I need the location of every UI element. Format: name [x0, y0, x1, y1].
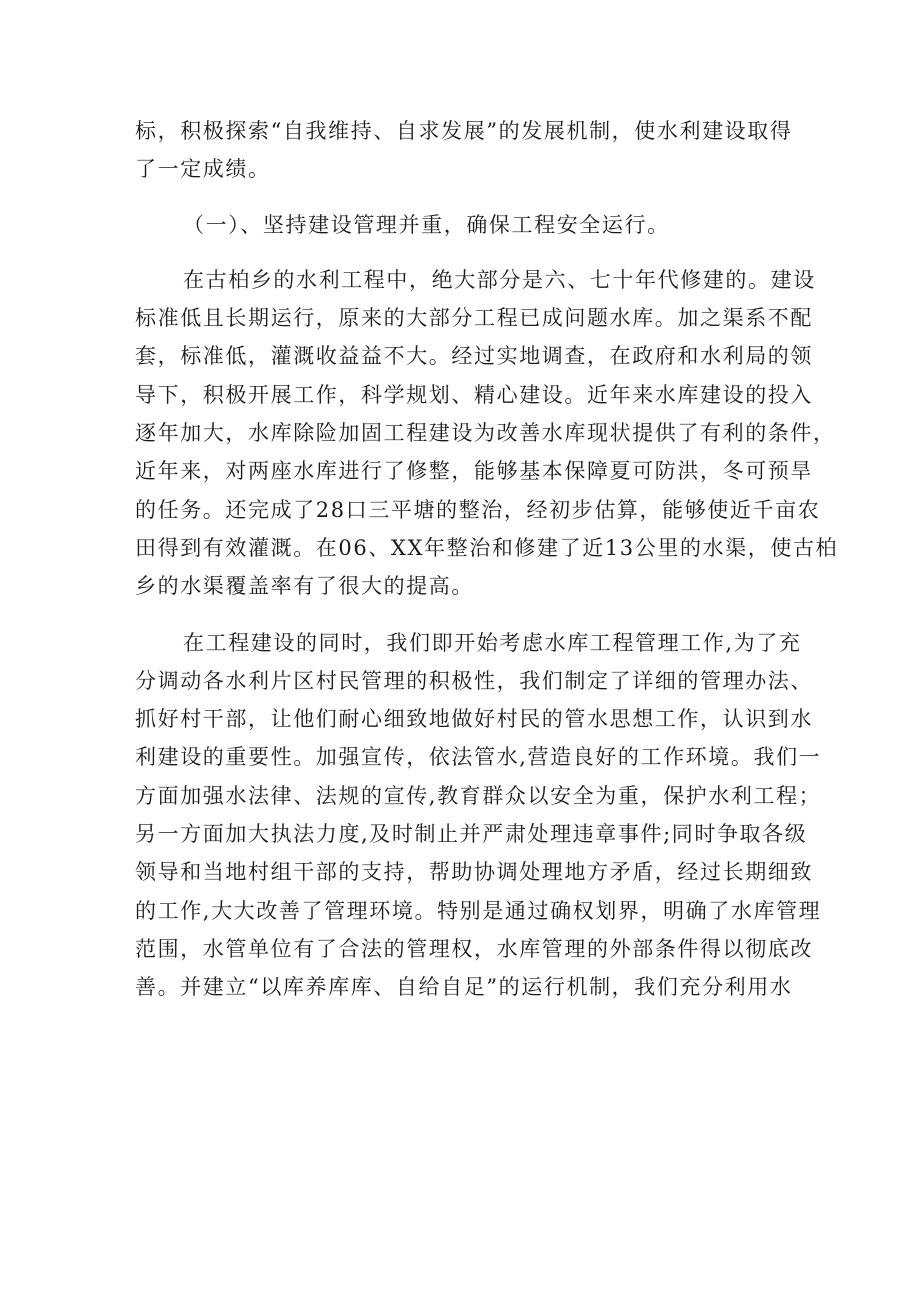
text-line: 逐年加大，水库除险加固工程建设为改善水库现状提供了有利的条件， — [135, 421, 836, 446]
text-line: 标，积极探索“自我维持、自求发展”的发展机制，使水利建设取得 — [135, 119, 793, 143]
text-line: 领导和当地村组干部的支持，帮助协调处理地方矛盾，经过长期细致 — [135, 860, 813, 885]
paragraph-intro-continuation — [135, 112, 793, 189]
text-line: 了一定成绩。 — [135, 157, 271, 182]
text-line: 的任务。还完成了28口三平塘的整治，经初步估算，能够使近千亩农 — [135, 497, 821, 522]
text-line: 导下，积极开展工作，科学规划、精心建设。近年来水库建设的投入 — [135, 382, 813, 407]
text-line: 利建设的重要性。加强宣传，依法管水,营造良好的工作环境。我们一 — [135, 745, 822, 770]
text-line: 在古柏乡的水利工程中，绝大部分是六、七十年代修建的。建设 — [183, 267, 816, 292]
text-line: 乡的水渠覆盖率有了很大的提高。 — [135, 574, 474, 599]
paragraph-management — [135, 624, 822, 1007]
text-line: 近年来，对两座水库进行了修整，能够基本保障夏可防洪，冬可预旱 — [135, 459, 813, 484]
text-line: 套，标准低，灌溉收益益不大。经过实地调查，在政府和水利局的领 — [135, 344, 813, 369]
section-heading-text: （一）、坚持建设管理并重，确保工程安全运行。 — [183, 212, 670, 237]
text-line: 标准低且长期运行，原来的大部分工程已成问题水库。加之渠系不配 — [135, 306, 813, 331]
paragraph-construction — [135, 261, 839, 606]
text-line: 在工程建设的同时，我们即开始考虑水库工程管理工作,为了充 — [183, 630, 802, 655]
section-heading — [135, 206, 790, 244]
text-line: 另一方面加大执法力度,及时制止并严肃处理违章事件;同时争取各级 — [135, 822, 808, 847]
text-line: 抓好村干部，让他们耐心细致地做好村民的管水思想工作，认识到水 — [135, 707, 813, 732]
text-line: 田得到有效灌溉。在06、XX年整治和修建了近13公里的水渠，使古柏 — [135, 535, 839, 560]
text-line: 范围，水管单位有了合法的管理权，水库管理的外部条件得以彻底改 — [135, 936, 813, 961]
text-line: 善。并建立“以库养库库、自给自足”的运行机制，我们充分利用水 — [135, 975, 793, 1000]
text-line: 方面加强水法律、法规的宣传,教育群众以安全为重，保护水利工程； — [135, 783, 822, 808]
text-line: 分调动各水利片区村民管理的积极性，我们制定了详细的管理办法、 — [135, 668, 813, 693]
document-body — [135, 112, 839, 1007]
text-line: 的工作,大大改善了管理环境。特别是通过确权划界，明确了水库管理 — [135, 898, 822, 923]
